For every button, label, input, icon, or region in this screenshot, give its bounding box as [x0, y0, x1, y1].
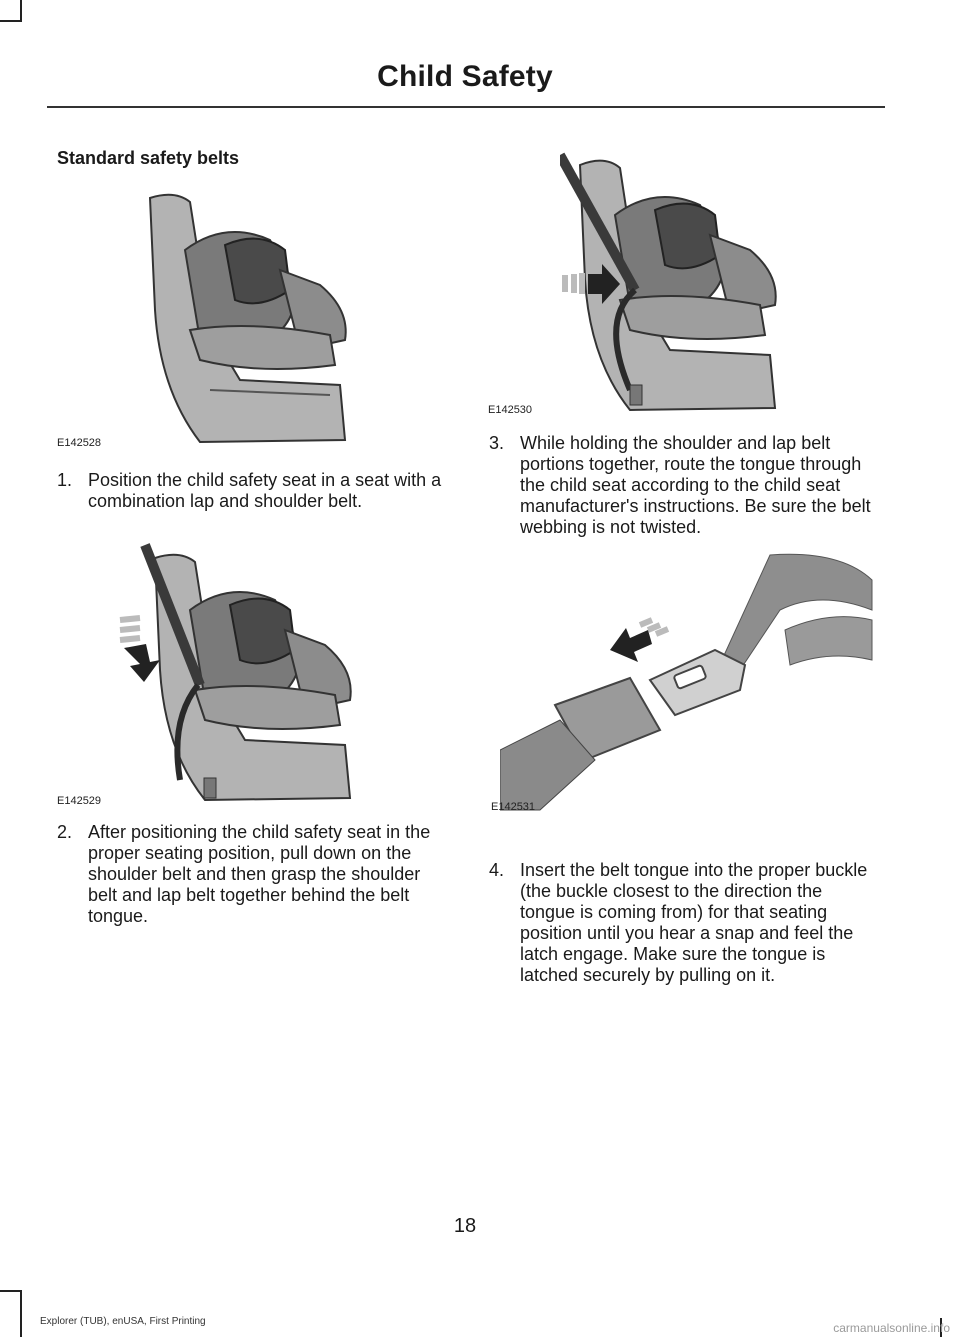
crop-mark: [20, 0, 22, 22]
figure-code: E142528: [57, 437, 102, 449]
figure-belt-pulldown: [57, 540, 450, 810]
step-text: After positioning the child safety seat in the proper seating position, pull down on the shoulder belt and then grasp the shoulder belt and lap belt together behind the belt tongue.: [88, 822, 431, 926]
section-heading: Standard safety belts: [57, 148, 240, 168]
step-text: While holding the shoulder and lap belt portions together, route the tongue through the child seat according to the child seat manufacturer's instructions. Be sure the belt webbing is not twisted.: [520, 433, 871, 537]
belt-pulldown-illustration: [110, 540, 450, 810]
crop-mark: [0, 1290, 22, 1292]
step-number: 2.: [57, 822, 73, 842]
figure-belt-route: [488, 150, 880, 416]
step-text: Position the child safety seat in a seat with a combination lap and shoulder belt.: [88, 470, 442, 511]
figure-buckle: [491, 550, 880, 815]
child-seat-illustration: [130, 190, 450, 450]
header-rule: [47, 106, 885, 108]
buckle-illustration: [500, 550, 880, 815]
figure-child-seat: [57, 190, 450, 450]
footer-edition: Explorer (TUB), enUSA, First Printing: [40, 1316, 206, 1327]
step-text: Insert the belt tongue into the proper buckle (the buckle closest to the direction the tongue is coming from) for that seating position until you hear a snap and feel the latch engage. Make sure the tongue is latched securely by pulling on it.: [520, 860, 868, 985]
crop-mark: [0, 20, 22, 22]
figure-code: E142530: [488, 404, 533, 416]
step-number: 1.: [57, 470, 73, 490]
figure-code: E142531: [491, 801, 536, 813]
figure-code: E142529: [57, 795, 102, 807]
crop-mark: [20, 1290, 22, 1337]
watermark: carmanualsonline.info: [833, 1321, 950, 1335]
page-number: 18: [453, 1215, 477, 1237]
step-number: 4.: [489, 860, 505, 880]
step-number: 3.: [489, 433, 505, 453]
belt-route-illustration: [560, 150, 880, 415]
page-title: Child Safety: [377, 60, 553, 93]
